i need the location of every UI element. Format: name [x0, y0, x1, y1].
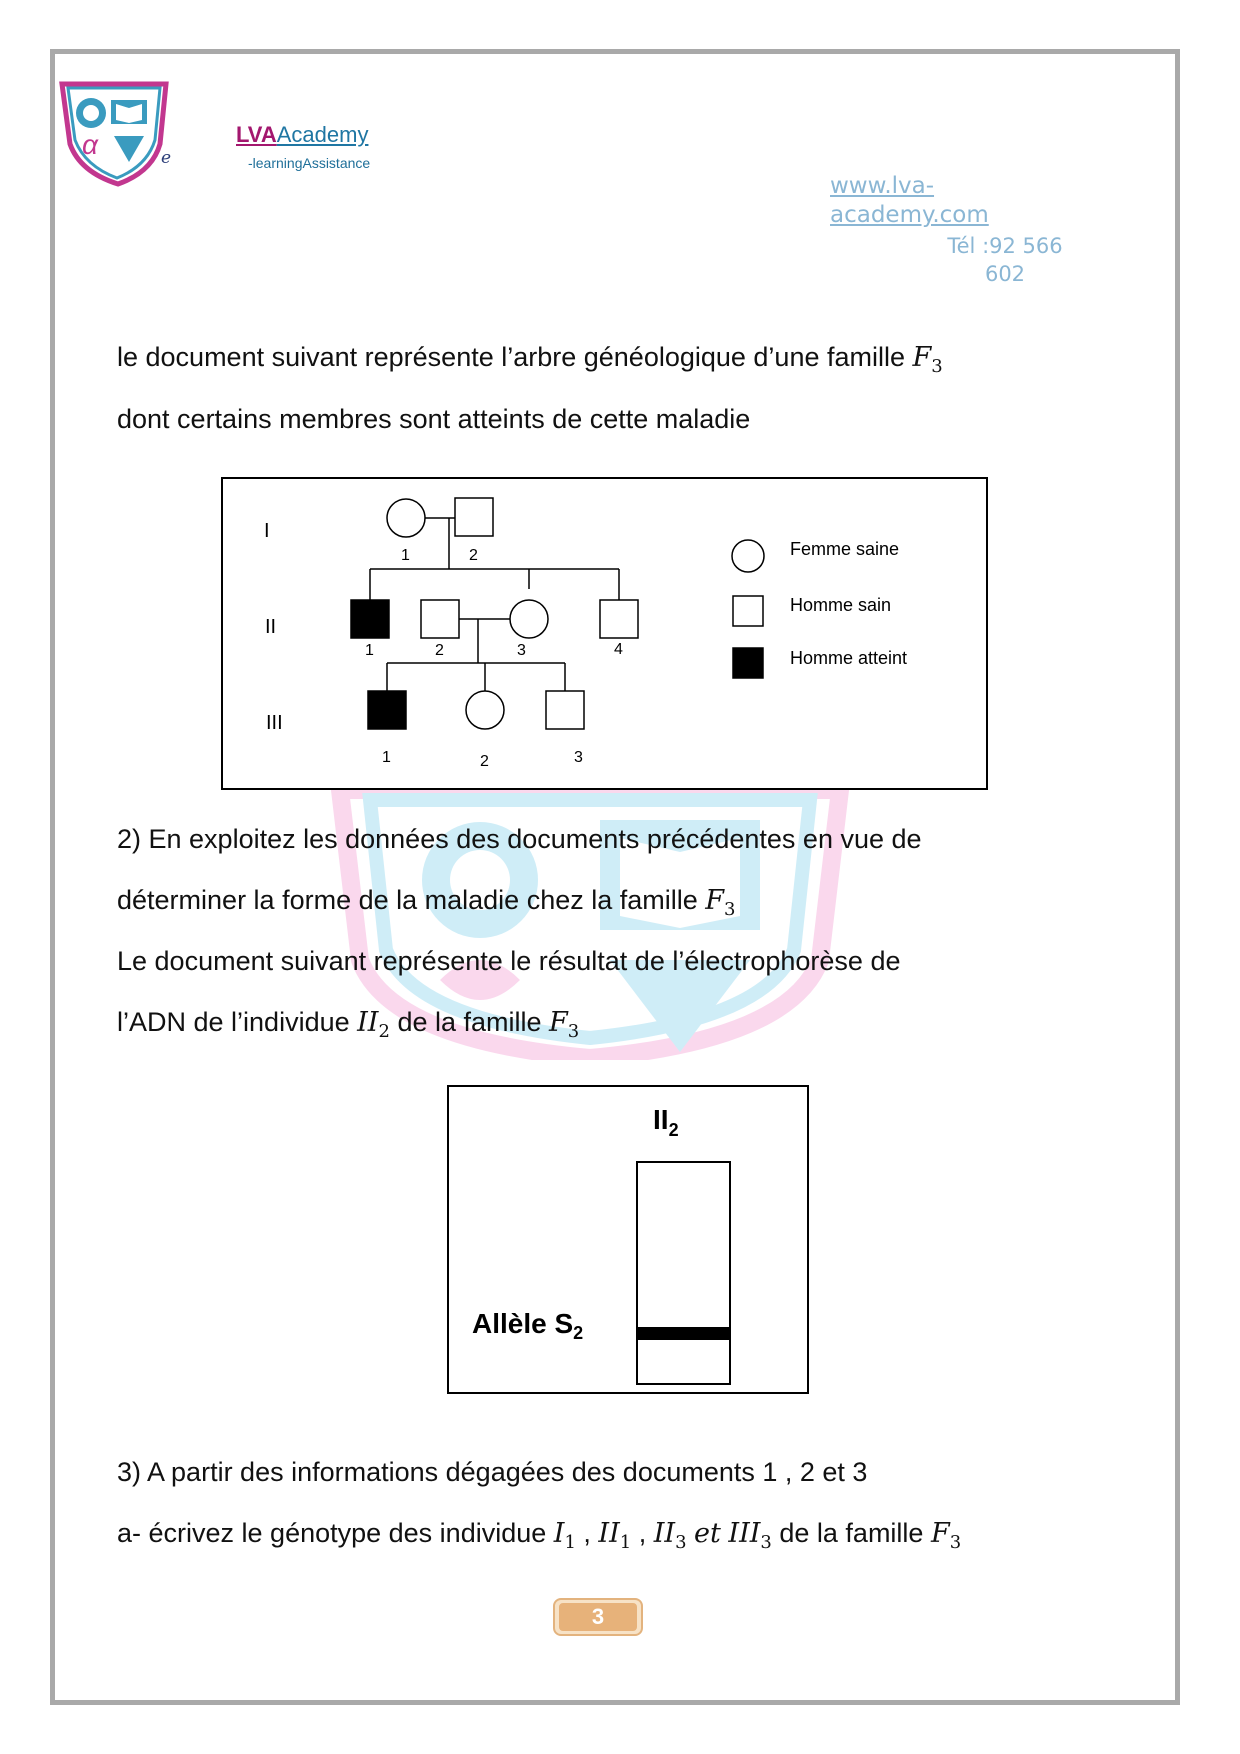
- question-2-line-2: [117, 883, 735, 927]
- lva-academy-logo: [56, 78, 176, 188]
- intro-line-1-text: le document suivant représente l’arbre généologique d’une famille: [117, 342, 905, 372]
- gel-lane: [637, 1162, 730, 1384]
- gel-band-s2: [637, 1327, 730, 1340]
- label-II4: 4: [614, 641, 623, 658]
- individual-I2: [455, 498, 493, 536]
- label-II3: 3: [517, 642, 526, 659]
- label-III1: 1: [382, 749, 391, 766]
- family-index: 3: [931, 356, 943, 377]
- individual-II4: [600, 600, 638, 638]
- family-var: [912, 342, 943, 377]
- individual-II1: [351, 600, 389, 638]
- phone-number: Tél :92 566 602: [947, 234, 1063, 286]
- label-III2: 2: [480, 753, 489, 770]
- question-3-line-2-post: de la famille: [779, 1518, 924, 1548]
- question-3-line-1: 3) A partir des informations dégagées des documents 1 , 2 et 3: [117, 1457, 868, 1487]
- pedigree-chart: [223, 479, 986, 788]
- conjunction-et: et: [694, 1518, 721, 1549]
- individual-II3: [510, 600, 548, 638]
- label-II2: 2: [435, 642, 444, 659]
- var-index: 1: [619, 1532, 632, 1553]
- family-var: [549, 1007, 580, 1042]
- legend-square-filled-icon: [733, 648, 763, 678]
- label-I2: 2: [469, 547, 478, 564]
- individual-III1: [368, 691, 406, 729]
- brand-academy: Academy: [276, 122, 369, 147]
- family-letter: F: [930, 1518, 950, 1549]
- var-letters: I: [553, 1518, 565, 1549]
- question-2-line-1: 2) En exploitez les données des documents précédentes en vue de: [117, 824, 922, 854]
- individual-I1: [387, 499, 425, 537]
- gel-band-label: [472, 1308, 583, 1343]
- individual-letter: II: [357, 1007, 379, 1038]
- family-letter: F: [705, 885, 725, 916]
- gel-band-index: 2: [573, 1323, 584, 1343]
- label-II1: 1: [365, 642, 374, 659]
- electro-line-2: [117, 1005, 579, 1049]
- intro-line-1: [117, 340, 943, 384]
- individual-III2: [466, 691, 504, 729]
- page-number-badge: [553, 1598, 643, 1636]
- electro-line-2-mid: de la famille: [397, 1007, 542, 1037]
- electrophoresis-figure: [447, 1085, 809, 1394]
- generation-label-I: I: [264, 520, 270, 542]
- gel-column-letters: II: [653, 1104, 669, 1135]
- generation-label-III: III: [266, 712, 283, 734]
- individual-var: [357, 1007, 390, 1042]
- legend-square-open-icon: [733, 596, 763, 626]
- electro-line-1: Le document suivant représente le résultat de l’électrophorèse de: [117, 946, 901, 976]
- brand-name: [236, 122, 368, 148]
- family-var: [705, 885, 736, 920]
- gel-column-index: 2: [668, 1120, 679, 1140]
- brand-tagline: -learningAssistance: [248, 155, 371, 171]
- individual-II1-var: [598, 1518, 632, 1553]
- intro-line-2: dont certains membres sont atteints de cette maladie: [117, 404, 751, 434]
- var-letters: II: [653, 1518, 676, 1549]
- question-2-line-2-text: déterminer la forme de la maladie chez la famille: [117, 885, 698, 915]
- individual-I1-var: [553, 1518, 576, 1553]
- var-index: 1: [564, 1532, 576, 1553]
- individual-index: 2: [378, 1021, 390, 1042]
- individual-II3-var: [653, 1518, 687, 1553]
- website-link[interactable]: www.lva-academy.com: [830, 173, 989, 228]
- page-number: 3: [559, 1603, 637, 1631]
- individual-III3-var: [728, 1518, 772, 1553]
- question-3-line-2: a- écrivez le génotype des individue $I_1$ , $II_1$ , $II_3$ et $III_3$ de la famille $F_3$: [117, 1518, 962, 1553]
- var-index: 3: [675, 1532, 687, 1553]
- gel-band-text: Allèle S: [472, 1308, 574, 1339]
- var-letters: II: [598, 1518, 620, 1549]
- var-letters: III: [728, 1518, 761, 1549]
- legend-circle-open-icon: [732, 540, 764, 572]
- legend-label-homme-sain: Homme sain: [790, 595, 892, 615]
- gel-column-label: [653, 1104, 679, 1140]
- individual-III3: [546, 691, 584, 729]
- family-letter: F: [549, 1007, 568, 1038]
- label-I1: 1: [401, 547, 410, 564]
- family-index: 3: [949, 1532, 962, 1553]
- brand-lva: LVA: [236, 122, 277, 147]
- gel-chart: [449, 1087, 807, 1392]
- family-var: [930, 1518, 962, 1553]
- electro-line-2-pre: l’ADN de l’individue: [117, 1007, 350, 1037]
- legend-label-homme-atteint: Homme atteint: [790, 648, 908, 668]
- generation-label-II: II: [265, 616, 277, 638]
- svg-text:α: α: [82, 129, 98, 160]
- family-index: 3: [724, 899, 736, 920]
- individual-II2: [421, 600, 459, 638]
- label-III3: 3: [574, 749, 583, 766]
- pedigree-figure: [221, 477, 988, 790]
- family-index: 3: [567, 1021, 580, 1042]
- var-index: 3: [760, 1532, 772, 1553]
- family-letter: F: [912, 342, 932, 373]
- legend-label-femme-saine: Femme saine: [790, 539, 900, 559]
- question-3-line-2-pre: a- écrivez le génotype des individue: [117, 1518, 547, 1548]
- logo-letter: e: [161, 148, 172, 168]
